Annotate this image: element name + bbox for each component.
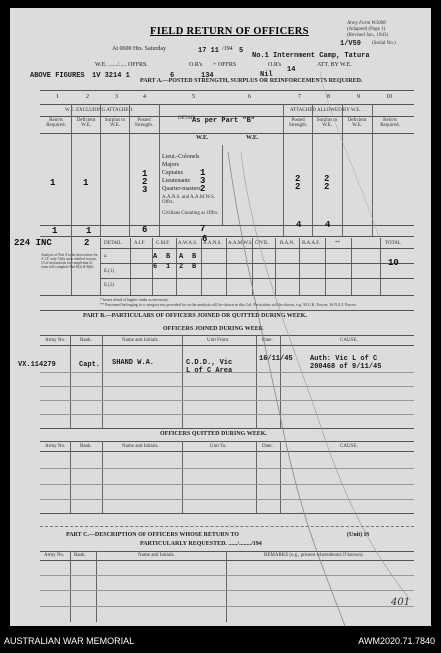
head-posted-left: Posted Strength.	[134, 118, 154, 128]
head-detail: DETAIL.	[178, 116, 197, 121]
quitted-head-unit: Unit To.	[210, 444, 227, 449]
joined-unit-1: C.D.D., Vic	[186, 359, 233, 367]
surplus-right-2: 2	[324, 182, 330, 192]
quitted-head-rank: Rank.	[80, 444, 92, 449]
joined-head-name: Name and Initials.	[122, 338, 159, 343]
col-num-1: 1	[56, 94, 59, 100]
total-left-2: 1	[86, 226, 92, 236]
detail-row-a: a.	[104, 254, 108, 259]
head-def-right: Deficient W.E.	[347, 118, 367, 128]
total-left-1: 1	[52, 226, 58, 236]
head-posted-right: Posted Strength.	[288, 118, 308, 128]
stamp-number: 401	[391, 597, 411, 608]
ors2-value: 14	[287, 66, 296, 74]
col-num-6: 6	[248, 94, 251, 100]
col-num-3: 3	[115, 94, 118, 100]
part-c-head-name: Name and Initials.	[138, 553, 175, 558]
total-left-3: 6	[142, 225, 148, 235]
part-c-unit-is: (Unit) IS	[347, 532, 370, 538]
aans-val-a: B	[192, 253, 197, 261]
head-rein-right: Rein'ts Required.	[380, 118, 400, 128]
rank-lt-col: Lieut.-Colonels	[162, 154, 200, 160]
part-c-head-army-no: Army No.	[44, 553, 65, 558]
aif-val-a: A	[153, 253, 158, 261]
mid-val-3: 2	[200, 184, 206, 194]
posted-right-2: 2	[295, 182, 301, 192]
joined-head-date: Date.	[262, 338, 273, 343]
att-by-we: ATT. BY W.E.	[317, 62, 352, 68]
analysis-note: Analysis of Part A to be shown here for A.I.F. only. Only units entitled to para. 13 of instructions for completion of form will complete Part B(i) & B(ii).	[41, 253, 98, 269]
group-left: W.E. EXCLUDING ATTACHED.	[65, 108, 134, 113]
awas-val-a: A	[179, 253, 184, 261]
plus-offrs: + OFFRS	[213, 62, 237, 68]
rank-majors: Majors	[162, 162, 179, 168]
page-title: FIELD RETURN OF OFFICERS	[150, 26, 309, 37]
joined-head-army-no: Army No.	[45, 338, 66, 343]
rank-civilians: Civilians Counting as Offrs.	[162, 211, 219, 216]
joined-cause-1: Auth: Vic L of C	[310, 355, 378, 363]
total-right-1: 4	[296, 220, 302, 230]
form-adapted: (Adapted) (Page 1)	[347, 27, 386, 32]
footer-accession: AWM2020.71.7840	[358, 636, 435, 646]
footer-source: AUSTRALIAN WAR MEMORIAL	[4, 636, 135, 646]
form-number: Army Form W3008	[347, 21, 386, 26]
inc-row: 224 INC	[14, 238, 52, 248]
serial-label: (Serial No.)	[372, 41, 396, 46]
col-num-2: 2	[86, 94, 89, 100]
rank-lieutenants: Lieutenants	[162, 178, 190, 184]
nil-value: Nil	[260, 71, 273, 79]
detail-civil: CIVIL.	[255, 241, 270, 246]
surplus-right-1: 2	[324, 174, 330, 184]
col-num-7: 7	[298, 94, 301, 100]
mid-val-2: 3	[200, 176, 206, 186]
quitted-head-date: Date.	[262, 444, 273, 449]
joined-rank: Capt.	[79, 361, 101, 369]
part-c-head-rank: Rank.	[74, 553, 86, 558]
detail-head: DETAIL	[104, 241, 122, 246]
total-mid: 7	[200, 224, 206, 234]
head-rein-left: Rein'ts Required.	[46, 118, 66, 128]
rein-req-value: 1	[50, 178, 56, 188]
joined-cause-2: 200468 of 9/11/45	[310, 363, 382, 371]
header-year: 5	[239, 47, 244, 55]
joined-date: 16/11/45	[259, 355, 293, 363]
quitted-title: OFFICERS QUITTED DURING WEEK.	[160, 431, 267, 437]
detail-row-e2: E.(2)	[104, 283, 115, 288]
joined-head-rank: Rank.	[80, 338, 92, 343]
detail-row-e1: E.(1)	[104, 269, 115, 274]
quitted-head-army-no: Army No.	[45, 444, 66, 449]
as-per-part-b: As per Part "B"	[192, 117, 256, 125]
posted-left-2: 2	[142, 177, 148, 187]
col-num-9: 9	[357, 94, 360, 100]
we-right-label: W.E.	[246, 135, 259, 141]
joined-army-no: VX.114279	[18, 361, 56, 369]
aif-val-b: 6	[153, 263, 158, 271]
above-figures: ABOVE FIGURES	[30, 72, 85, 80]
cmf-val-a: B	[166, 253, 171, 261]
head-surplus-left: Surplus to W.E.	[104, 118, 126, 128]
ors-label: O.R's	[189, 62, 203, 68]
detail-aif: A.I.F.	[134, 241, 146, 246]
posted-left-3: 3	[142, 185, 148, 195]
col-num-8: 8	[327, 94, 330, 100]
footnote-1: * Insert detail of higher ranks as necessary.	[100, 297, 169, 302]
posted-left-1: 1	[142, 169, 148, 179]
detail-star: **	[335, 241, 340, 246]
rank-aans: A.A.N.S. and A.A.M.W.S. Offrs.	[162, 195, 216, 205]
joined-head-cause: CAUSE.	[340, 338, 358, 343]
col-num-5: 5	[192, 94, 195, 100]
detail-ran: R.A.N.	[280, 241, 295, 246]
detail-total: TOTAL	[385, 241, 401, 246]
detail-aamws: A.A.M.W.S.	[228, 241, 253, 246]
rank-captains: Captains	[162, 170, 183, 176]
quitted-head-cause: CAUSE.	[340, 444, 358, 449]
detail-aans: A.A.N.S.	[203, 241, 222, 246]
quitted-head-name: Name and Initials.	[122, 444, 159, 449]
above-134: 134	[201, 72, 214, 80]
header-unit: No.1 Internment Camp, Tatura	[252, 52, 370, 60]
ors2-label: O.R's	[268, 62, 282, 68]
part-c-head-remarks: REMARKS (e.g., present whereabouts if known).	[264, 553, 364, 558]
col-num-4: 4	[143, 94, 146, 100]
part-c-requested: PARTICULARLY REQUESTED. ....../......../194	[140, 541, 262, 547]
part-a-title: PART A.—POSTED STRENGTH, SURPLUS OR REINFORCEMENTS REQUIRED.	[140, 78, 363, 84]
mid-val-1: 1	[200, 168, 206, 178]
cmf-val-b: 1	[166, 263, 171, 271]
awas-val-b: 2	[179, 263, 184, 271]
detail-awas: A.W.A.S.	[178, 241, 198, 246]
dash-value: 6	[202, 234, 208, 244]
above-codes: 1V 3214 1	[92, 72, 130, 80]
total-value: 10	[388, 258, 399, 268]
detail-cmf: C.M.F.	[156, 241, 170, 246]
head-surplus-right: Surplus to W.E.	[316, 118, 338, 128]
head-def-left: Deficient W.E.	[76, 118, 96, 128]
aans-val-b: B	[192, 263, 197, 271]
col-num-10: 10	[386, 94, 392, 100]
footnote-2: ** Personnel belonging to a category not provided for in the analysis will be shown in this Col. Particulars will be shown, e.g. 30 U.K. Forces; 16 N.E.I. Forces.	[100, 302, 357, 307]
part-c-title: PART C.—DESCRIPTION OF OFFICERS WHOSE RETURN TO	[66, 532, 239, 538]
form-revised: (Revised Jan., 1943)	[347, 33, 389, 38]
total-right-2: 4	[325, 220, 331, 230]
serial-number: 1/V59	[340, 40, 362, 48]
inc-value: 2	[84, 238, 90, 248]
deficient-value: 1	[83, 178, 89, 188]
at-label: At 0600 Hrs. Saturday	[112, 46, 166, 52]
joined-unit-2: L of C Area	[186, 367, 233, 375]
detail-raaf: R.A.A.F.	[302, 241, 320, 246]
joined-head-unit: Unit From.	[207, 338, 230, 343]
joined-name: SHAND W.A.	[112, 359, 155, 367]
rank-qm: Quarter-masters	[162, 186, 201, 192]
posted-right-1: 2	[295, 174, 301, 184]
part-b-title: PART B.—PARTICULARS OF OFFICERS JOINED OR QUITTED DURING WEEK.	[83, 313, 307, 319]
header-date: 17 11	[198, 47, 220, 55]
we-offrs: W.E. ....../..... OFFRS.	[95, 62, 148, 68]
group-right: ATTACHED ALLOWED BY W.E.	[290, 108, 361, 113]
we-left-label: W.E.	[196, 135, 209, 141]
joined-title: OFFICERS JOINED DURING WEEK	[163, 326, 264, 332]
above-6: 6	[170, 72, 175, 80]
header-year-sep: /194	[222, 46, 233, 52]
